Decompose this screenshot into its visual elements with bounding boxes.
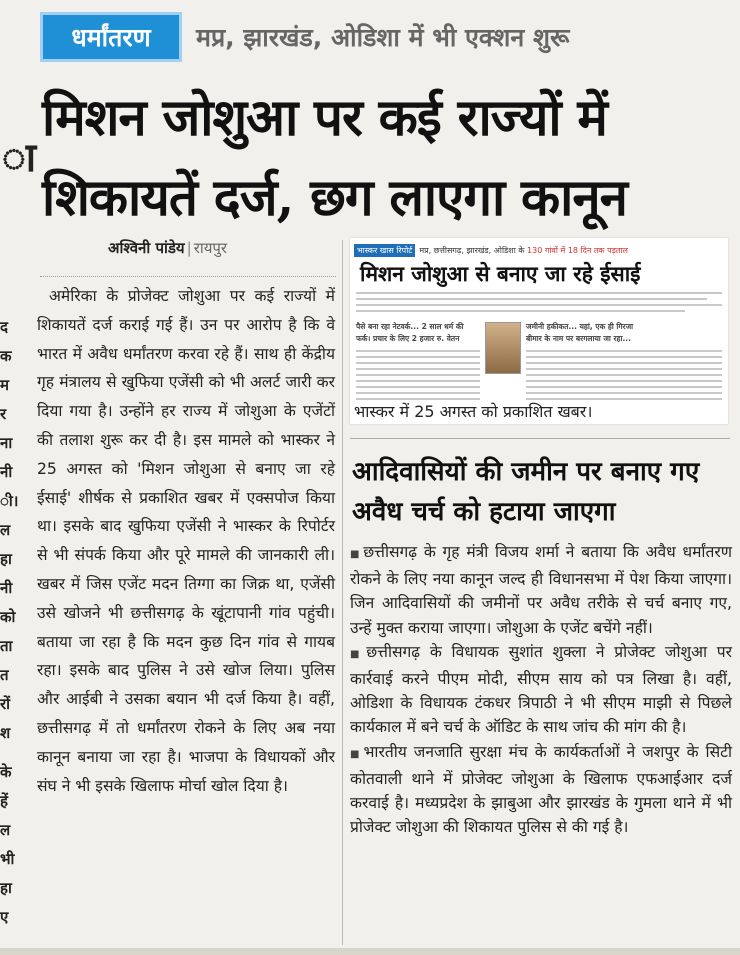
adjacent-column-fragment: ल — [0, 521, 11, 539]
clipping-kicker — [419, 245, 628, 256]
adjacent-column-fragment: हें — [0, 792, 8, 810]
divider — [40, 276, 336, 277]
clipping-text-lines — [356, 292, 722, 312]
clipping-text-lines — [356, 350, 480, 400]
author-name: अश्विनी पांडेय — [108, 239, 185, 257]
clipping-tag: भास्कर खास रिपोर्ट — [354, 244, 415, 257]
bullet-item — [350, 740, 732, 840]
adjacent-column-fragment: को — [0, 608, 16, 626]
adjacent-column-fragment: म — [0, 376, 9, 394]
adjacent-column-fragment: र — [0, 405, 7, 423]
adjacent-column-fragment: भी — [0, 850, 15, 868]
newspaper-clipping-image — [350, 238, 728, 424]
section-tag: धर्मांतरण — [40, 12, 182, 62]
clipping-photo — [485, 322, 521, 374]
adjacent-column-fragment: रों — [0, 695, 11, 713]
clipping-subhead: पैसे बना रहा नेटवर्क... 2 साल धर्म की — [356, 322, 464, 331]
secondary-article-body — [350, 540, 732, 839]
adjacent-column-fragment: नी — [0, 579, 13, 597]
clipping-subhead: फर्क। प्रचार के लिए 2 हजार रु. वेतन — [356, 334, 460, 343]
adjacent-column-fragment: श — [0, 724, 11, 742]
kicker-text: मप्र, झारखंड, ओडिशा में भी एक्शन शुरू — [196, 23, 570, 52]
bullet-square-icon: ■ — [350, 748, 362, 760]
main-article-paragraph: अमेरिका के प्रोजेक्ट जोशुआ पर कई राज्यों में शिकायतें दर्ज कराई गई हैं। उन पर आरोप है कि वे भारत में अवैध धर्मांतरण करवा रहे हैं। साथ ही केंद्रीय गृह मंत्रालय से खुफिया एजेंसी को भी अलर्ट जारी कर दिया गया है। उन्होंने हर राज्य में जोशुआ के एजेंटों की तलाश शुरू कर दी है। इस मामले को भास्कर ने 25 अगस्त को 'मिशन जोशुआ से बनाए जा रहे ईसाई' शीर्षक से प्रकाशित खबर में एक्सपोज किया था। इसके बाद खुफिया एजेंसी ने भास्कर के रिपोर्टर से भी संपर्क किया और पूरे मामले की जानकारी ली। खबर में जिस एजेंट मदन तिग्गा का जिक्र था, एजेंसी उसे खोजने भी छत्तीसगढ़ के खूंटापानी गांव पहुंची। बताया जा रहा है कि मदन कुछ दिन गांव से गायब रहा। इसके बाद पुलिस ने उसे खोज लिया। पुलिस और आईबी ने उसका बयान भी दर्ज किया है। वहीं, छत्तीसगढ़ में तो धर्मांतरण रोकने के लिए अब नया कानून बनाया जा रहा है। भाजपा के विधायकों और संघ ने भी इसके खिलाफ मोर्चा खोल दिया है। — [37, 287, 335, 795]
main-article-body — [37, 282, 335, 800]
bullet-square-icon: ■ — [350, 549, 362, 560]
clipping-kicker-prefix: मप्र, छत्तीसगढ़, झारखंड, ओडिशा के — [419, 246, 525, 255]
byline: अश्विनी पांडेय | रायपुर — [108, 239, 228, 257]
adjacent-column-fragment: क — [0, 347, 12, 365]
bullet-item — [350, 540, 732, 640]
clipping-kicker-strip — [354, 240, 724, 254]
page-bottom-edge — [0, 948, 740, 955]
adjacent-column-fragment: त — [0, 666, 9, 684]
dateline-place: रायपुर — [193, 239, 228, 257]
adjacent-column-fragment: ना — [0, 434, 13, 452]
bullet-item — [350, 640, 732, 740]
headline-line-2: शिकायतें दर्ज, छग लाएगा कानून — [42, 168, 627, 228]
column-divider — [342, 240, 343, 945]
adjacent-column-fragment: ी। — [0, 492, 19, 510]
clipping-caption: भास्कर में 25 अगस्त को प्रकाशित खबर। — [354, 402, 593, 421]
adjacent-column-fragment: के — [0, 763, 12, 781]
bullet-text: छत्तीसगढ़ के गृह मंत्री विजय शर्मा ने बताया कि अवैध धर्मांतरण रोकने के लिए नया कानून जल्द ही विधानसभा में पेश किया जाएगा। जिन आदिवासियों की जमीनों पर अवैध तरीके से चर्च बनाए गए, उन्हें मुक्त कराया जाएगा। जोशुआ के एजेंट बचेंगे नहीं। — [350, 543, 732, 637]
secondary-headline: आदिवासियों की जमीन पर बनाए गए अवैध चर्च को हटाया जाएगा — [352, 457, 700, 527]
adjacent-column-fragment: द — [0, 318, 8, 336]
clipping-kicker-highlight: 130 गांवों में 18 दिन तक पड़ताल — [527, 246, 628, 255]
headline-line-1: मिशन जोशुआ पर कई राज्यों में — [42, 88, 607, 148]
adjacent-column-fragment: हा — [0, 550, 12, 568]
adjacent-column-fragment: ता — [0, 637, 13, 655]
bullet-text: छत्तीसगढ़ के विधायक सुशांत शुक्ला ने प्रोजेक्ट जोशुआ पर कार्रवाई करने पीएम मोदी, सीएम साय को पत्र लिखा है। वहीं, ओडिशा के विधायक टंकधर त्रिपाठी ने भी सीएम माझी से पिछले कार्यकाल में बने चर्च के ऑडिट के साथ जांच की मांग की है। — [350, 642, 732, 737]
adjacent-column-fragment: ा — [2, 135, 37, 181]
bullet-text: भारतीय जनजाति सुरक्षा मंच के कार्यकर्ताओं ने जशपुर के सिटी कोतवाली थाने में प्रोजेक्ट जोशुआ के खिलाफ एफआईआर दर्ज करवाई है। मध्यप्रदेश के झाबुआ और झारखंड के गुमला थाने में भी प्रोजेक्ट जोशुआ की शिकायत पुलिस से की गई है। — [350, 742, 733, 837]
adjacent-column-fragment: ए — [0, 908, 9, 926]
clipping-headline: मिशन जोशुआ से बनाए जा रहे ईसाई — [360, 261, 641, 286]
clipping-subhead: जमीनी हकीकत... यहां, एक ही गिरजा — [526, 322, 634, 331]
bullet-square-icon: ■ — [350, 648, 365, 660]
adjacent-column-fragment: हा — [0, 879, 12, 897]
adjacent-column-fragment: ल — [0, 821, 11, 839]
divider — [350, 438, 730, 439]
clipping-text-lines — [526, 350, 722, 400]
adjacent-column-fragment: नी — [0, 463, 13, 481]
clipping-subhead: बीमार के नाम पर बरगलाया जा रहा... — [526, 334, 632, 343]
